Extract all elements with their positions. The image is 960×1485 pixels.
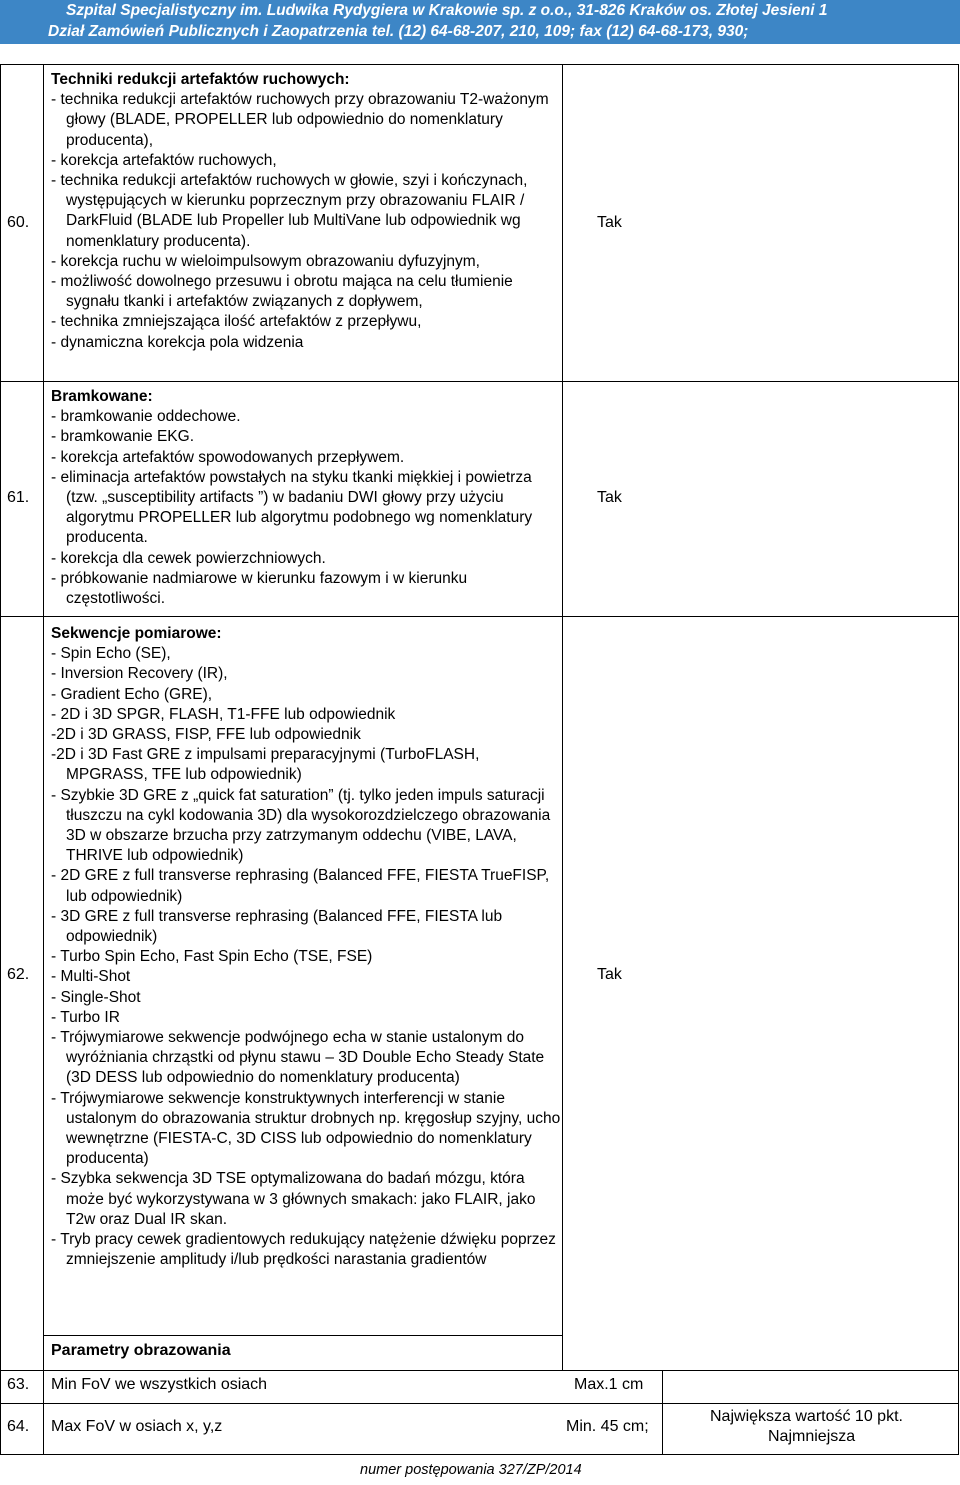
- row-63-value: Max.1 cm: [574, 1376, 644, 1393]
- list-item: -2D i 3D Fast GRE z impulsami preparacyjnymi (TurboFLASH, MPGRASS, TFE lub odpowiednik): [51, 746, 480, 784]
- list-item: - korekcja ruchu w wieloimpulsowym obrazowaniu dyfuzyjnym,: [51, 252, 480, 270]
- list-item: - Trójwymiarowe sekwencje konstruktywnych interferencji w stanie ustalonym do obrazowania struktur drobnych np. kręgosłup szyjny, ucho wewnętrzne (FIESTA-C, 3D CISS lub odpowiednio do nomenklatury producenta): [51, 1089, 561, 1168]
- row-62-heading: Sekwencje pomiarowe:: [51, 625, 222, 642]
- row-62-answer: Tak: [597, 966, 622, 983]
- row-61-description: [51, 387, 561, 609]
- row-60-answer: Tak: [597, 214, 622, 231]
- list-item: - 3D GRE z full transverse rephrasing (Balanced FFE, FIESTA lub odpowiednik): [51, 907, 503, 946]
- list-item: - korekcja dla cewek powierzchniowych.: [51, 549, 326, 567]
- header-line-2: Dział Zamówień Publicznych i Zaopatrzenia tel. (12) 64-68-207, 210, 109; fax (12) 64-68-173, 930;: [48, 23, 749, 40]
- list-item: - Trójwymiarowe sekwencje podwójnego echa w stanie ustalonym do wyróżniania chrząstki od płynu stawu – 3D Double Echo Steady State (3D DESS lub odpowiednio do nomenklatury producenta): [51, 1029, 545, 1087]
- list-item: - Szybka sekwencja 3D TSE optymalizowana do badań mózgu, która może być wykorzystywana w 3 głównych smakach: jako FLAIR, jako T2w oraz Dual IR skan.: [51, 1170, 536, 1228]
- list-item: - dynamiczna korekcja pola widzenia: [51, 333, 304, 351]
- list-item: - Inversion Recovery (IR),: [51, 665, 228, 683]
- page-footer: numer postępowania 327/ZP/2014: [360, 1462, 582, 1478]
- list-item: - technika redukcji artefaktów ruchowych przy obrazowaniu T2-ważonym głowy (BLADE, PROPELLER lub odpowiednio do nomenklatury producenta),: [51, 91, 549, 149]
- list-item: - korekcja artefaktów spowodowanych przepływem.: [51, 448, 405, 466]
- list-item: - Gradient Echo (GRE),: [51, 685, 213, 703]
- list-item: - Turbo IR: [51, 1008, 120, 1026]
- list-item: - technika zmniejszająca ilość artefaktów z przepływu,: [51, 313, 422, 331]
- list-item: - Multi-Shot: [51, 968, 131, 986]
- row-62-description: [51, 624, 561, 1271]
- row-64-note-2: Najmniejsza: [768, 1428, 856, 1445]
- list-item: - bramkowanie EKG.: [51, 428, 194, 446]
- list-item: - możliwość dowolnego przesuwu i obrotu mająca na celu tłumienie sygnału tkanki i artefaktów związanych z dopływem,: [51, 273, 513, 311]
- row-60-description: [51, 70, 561, 353]
- row-number: 60.: [7, 214, 30, 231]
- header-line-1: Szpital Specjalistyczny im. Ludwika Rydygiera w Krakowie sp. z o.o., 31-826 Kraków os. Złotej Jesieni 1: [66, 2, 828, 19]
- row-60-heading: Techniki redukcji artefaktów ruchowych:: [51, 71, 350, 88]
- list-item: - eliminacja artefaktów powstałych na styku tkanki miękkiej i powietrza (tzw. „susceptibility artifacts ”) w badaniu DWI głowy przy użyciu algorytmu PROPELLER lub algorytmu podobnego wg nomenklatury producenta.: [51, 468, 533, 547]
- list-item: - 2D i 3D SPGR, FLASH, T1-FFE lub odpowiednik: [51, 705, 396, 723]
- list-item: - korekcja artefaktów ruchowych,: [51, 151, 277, 169]
- row-64-label: Max FoV w osiach x, y,z: [51, 1418, 223, 1435]
- row-number: 62.: [7, 966, 30, 983]
- row-61-answer: Tak: [597, 489, 622, 506]
- list-item: - 2D GRE z full transverse rephrasing (Balanced FFE, FIESTA TrueFISP, lub odpowiednik): [51, 867, 550, 905]
- section-title: Parametry obrazowania: [51, 1342, 231, 1359]
- list-item: -2D i 3D GRASS, FISP, FFE lub odpowiednik: [51, 726, 361, 744]
- row-number: 64.: [7, 1418, 30, 1435]
- row-64-note-1: Największa wartość 10 pkt.: [710, 1408, 903, 1425]
- list-item: - Turbo Spin Echo, Fast Spin Echo (TSE, FSE): [51, 948, 373, 966]
- row-63-label: Min FoV we wszystkich osiach: [51, 1376, 268, 1393]
- row-number: 63.: [7, 1376, 30, 1393]
- page-header: [0, 0, 960, 44]
- list-item: - Spin Echo (SE),: [51, 645, 171, 663]
- list-item: - Single-Shot: [51, 988, 141, 1006]
- row-number: 61.: [7, 489, 30, 506]
- list-item: - Tryb pracy cewek gradientowych redukujący natężenie dźwięku poprzez zmniejszenie amplitudy i/lub prędkości narastania gradientów: [51, 1231, 556, 1269]
- list-item: - próbkowanie nadmiarowe w kierunku fazowym i w kierunku częstotliwości.: [51, 569, 468, 608]
- row-64-value: Min. 45 cm;: [566, 1418, 649, 1435]
- list-item: - bramkowanie oddechowe.: [51, 408, 241, 426]
- list-item: - technika redukcji artefaktów ruchowych w głowie, szyi i kończynach, występujących w kierunku poprzecznym przy obrazowaniu FLAIR / DarkFluid (BLADE lub Propeller lub MultiVane lub odpowiednik wg nomenklatury producenta).: [51, 172, 528, 250]
- list-item: - Szybkie 3D GRE z „quick fat saturation” (tj. tylko jeden impuls saturacji tłuszczu na cykl kodowania 3D) dla wysokorozdzielczego obrazowania 3D w obszarze brzucha przy zatrzymanym oddechu (VIBE, LAVA, THRIVE lub odpowiednik): [51, 786, 551, 865]
- row-61-heading: Bramkowane:: [51, 388, 153, 405]
